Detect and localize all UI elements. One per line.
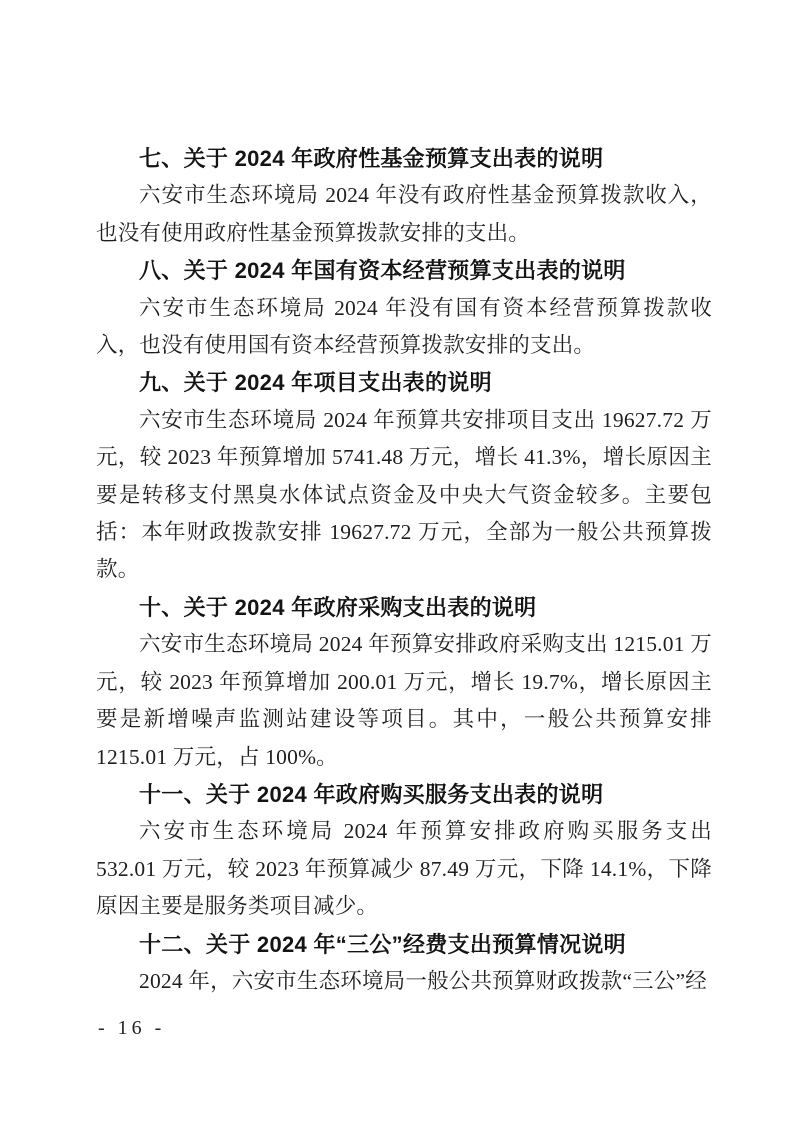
section-11 [96,776,712,926]
section-10-heading: 十、关于 2024 年政府采购支出表的说明 [139,594,537,620]
page-number: - 16 - [98,1017,166,1039]
section-11-heading: 十一、关于 2024 年政府购买服务支出表的说明 [139,781,604,807]
section-9-body: 六安市生态环境局 2024 年预算共安排项目支出 19627.72 万元，较 2023 年预算增加 5741.48 万元，增长 41.3%，增长原因主要是转移支付黑臭水体试点资金及中央大气资金较多。主要包括：本年财政拨款安排 19627.72 万元，全部为一般公共预算拨款。 [96,407,712,582]
section-7 [96,140,712,252]
document-content [96,140,712,1000]
section-7-body: 六安市生态环境局 2024 年没有政府性基金预算拨款收入，也没有使用政府性基金预算拨款安排的支出。 [96,183,712,245]
section-12-body: 2024 年，六安市生态环境局一般公共预算财政拨款“三公”经 [139,968,707,993]
section-12 [96,926,712,1001]
section-8 [96,252,712,364]
section-10-body: 六安市生态环境局 2024 年预算安排政府采购支出 1215.01 万元，较 2023 年预算增加 200.01 万元，增长 19.7%，增长原因主要是新增噪声监测站建设等项目。其中，一般公共预算安排 1215.01 万元，占 100%。 [96,632,712,769]
section-11-body: 六安市生态环境局 2024 年预算安排政府购买服务支出 532.01 万元，较 2023 年预算减少 87.49 万元，下降 14.1%，下降原因主要是服务类项目减少。 [96,819,712,919]
section-7-heading: 七、关于 2024 年政府性基金预算支出表的说明 [139,146,604,171]
section-9-heading: 九、关于 2024 年项目支出表的说明 [139,370,492,396]
section-10 [96,589,712,776]
section-9 [96,364,712,588]
section-8-body: 六安市生态环境局 2024 年没有国有资本经营预算拨款收入，也没有使用国有资本经营预算拨款安排的支出。 [96,295,712,358]
section-8-heading: 八、关于 2024 年国有资本经营预算支出表的说明 [139,258,626,284]
section-12-heading: 十二、关于 2024 年“三公”经费支出预算情况说明 [139,931,626,957]
